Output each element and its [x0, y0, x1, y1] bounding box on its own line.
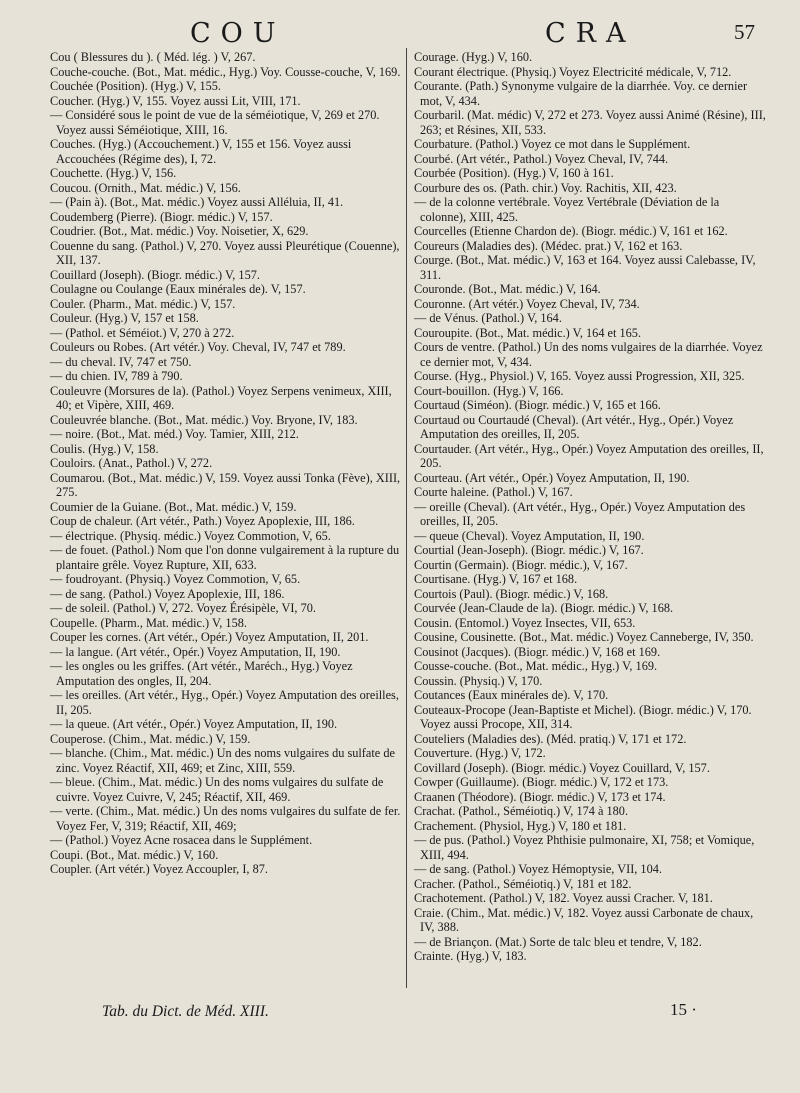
index-entry: Couche-couche. (Bot., Mat. médic., Hyg.) Voy. Cousse-couche, V, 169. — [50, 64, 401, 79]
index-entry: Cowper (Guillaume). (Biogr. médic.) V, 172 et 173. — [414, 775, 669, 789]
index-entry: — de fouet. (Pathol.) Nom que l'on donne vulgairement à la rupture du plantaire grêle. Voyez Rupture, XII, 633. — [50, 543, 400, 572]
index-entry: — foudroyant. (Physiq.) Voyez Commotion, V, 65. — [50, 572, 301, 586]
index-entry: Cracher. (Pathol., Séméiotiq.) V, 181 et 182. — [414, 876, 632, 891]
index-entry: — les oreilles. (Art vétér., Hyg., Opér.) Voyez Amputation des oreilles, II, 205. — [50, 688, 399, 717]
index-entry: Coupler. (Art vétér.) Voyez Accoupler, I, 87. — [50, 862, 268, 876]
index-entry: — (Pain à). (Bot., Mat. médic.) Voyez aussi Alléluia, II, 41. — [50, 195, 344, 209]
index-entry: Courteau. (Art vétér., Opér.) Voyez Amputation, II, 190. — [414, 470, 690, 485]
index-entry: Courtisane. (Hyg.) V, 167 et 168. — [414, 572, 578, 586]
index-entry: Couloirs. (Anat., Pathol.) V, 272. — [50, 456, 213, 470]
index-entry: Couper les cornes. (Art vétér., Opér.) Voyez Amputation, II, 201. — [50, 630, 369, 644]
index-entry: Courvée (Jean-Claude de la). (Biogr. médic.) V, 168. — [414, 601, 674, 615]
index-entry: Couperose. (Chim., Mat. médic.) V, 159. — [50, 731, 251, 746]
right-column — [414, 50, 768, 964]
index-entry: — (Pathol. et Séméiot.) V, 270 à 272. — [50, 325, 235, 340]
index-entry: Crachement. (Physiol, Hyg.) V, 180 et 181. — [414, 818, 627, 833]
index-entry: Cousinot (Jacques). (Biogr. médic.) V, 168 et 169. — [414, 644, 661, 659]
index-entry: Coucou. (Ornith., Mat. médic.) V, 156. — [50, 180, 241, 195]
index-entry: — de sang. (Pathol.) Voyez Hémoptysie, VII, 104. — [414, 862, 662, 876]
index-entry: Courbaril. (Mat. médic) V, 272 et 273. Voyez aussi Animé (Résine), III, 263; et Résines, XII, 533. — [414, 108, 766, 137]
index-entry: Crainte. (Hyg.) V, 183. — [414, 949, 527, 963]
index-entry: — la langue. (Art vétér., Opér.) Voyez Amputation, II, 190. — [50, 644, 341, 659]
index-entry: Couteliers (Maladies des). (Méd. pratiq.) V, 171 et 172. — [414, 731, 687, 746]
index-entry: Coulis. (Hyg.) V, 158. — [50, 441, 159, 456]
index-entry: Cousine, Cousinette. (Bot., Mat. médic.) Voyez Canneberge, IV, 350. — [414, 630, 754, 644]
index-entry: Courtauder. (Art vétér., Hyg., Opér.) Voyez Amputation des oreilles, II, 205. — [414, 441, 764, 470]
index-entry: — la queue. (Art vétér., Opér.) Voyez Amputation, II, 190. — [50, 717, 338, 731]
index-entry: — de la colonne vertébrale. Voyez Vertébrale (Déviation de la colonne), XIII, 425. — [414, 195, 720, 224]
index-entry: — de soleil. (Pathol.) V, 272. Voyez Érésipèle, VI, 70. — [50, 601, 316, 615]
index-entry: Courage. (Hyg.) V, 160. — [414, 50, 533, 64]
index-entry: Couronde. (Bot., Mat. médic.) V, 164. — [414, 282, 601, 296]
index-entry: Cou ( Blessures du ). ( Méd. lég. ) V, 267. — [50, 50, 256, 64]
index-entry: — du chien. IV, 789 à 790. — [50, 369, 183, 383]
index-entry: Coudemberg (Pierre). (Biogr. médic.) V, 157. — [50, 209, 273, 224]
column-divider — [406, 48, 407, 988]
index-entry: Courtaud (Siméon). (Biogr. médic.) V, 165 et 166. — [414, 398, 661, 412]
index-entry: Couronne. (Art vétér.) Voyez Cheval, IV, 734. — [414, 296, 640, 311]
index-entry: Court-bouillon. (Hyg.) V, 166. — [414, 383, 564, 398]
index-entry: Coupelle. (Pharm., Mat. médic.) V, 158. — [50, 615, 247, 630]
index-entry: — noire. (Bot., Mat. méd.) Voy. Tamier, XIII, 212. — [50, 427, 299, 441]
index-entry: — oreille (Cheval). (Art vétér., Hyg., Opér.) Voyez Amputation des oreilles, II, 205. — [414, 499, 746, 528]
index-entry: Couleurs ou Robes. (Art vétér.) Voy. Cheval, IV, 747 et 789. — [50, 340, 346, 354]
index-entry: Couleur. (Hyg.) V, 157 et 158. — [50, 311, 199, 325]
index-entry: Coupi. (Bot., Mat. médic.) V, 160. — [50, 847, 219, 862]
running-head-right: CRA — [545, 18, 636, 49]
index-entry: Coucher. (Hyg.) V, 155. Voyez aussi Lit, VIII, 171. — [50, 93, 301, 108]
index-entry: Coulagne ou Coulange (Eaux minérales de). V, 157. — [50, 282, 306, 296]
index-entry: — les ongles ou les griffes. (Art vétér., Maréch., Hyg.) Voyez Amputation des ongles, II, 204. — [50, 659, 353, 688]
left-column — [50, 50, 404, 877]
index-entry: Courbure des os. (Path. chir.) Voy. Rachitis, XII, 423. — [414, 180, 677, 195]
index-entry: Couches. (Hyg.) (Accouchement.) V, 155 et 156. Voyez aussi Accouchées (Régime des), I, 72. — [50, 137, 352, 166]
index-entry: Courcelles (Etienne Chardon de). (Biogr. médic.) V, 161 et 162. — [414, 224, 728, 238]
footer-signature: Tab. du Dict. de Méd. XIII. — [102, 1003, 269, 1020]
index-entry: Craanen (Théodore). (Biogr. médic.) V, 173 et 174. — [414, 789, 666, 804]
index-entry: Craie. (Chim., Mat. médic.) V, 182. Voyez aussi Carbonate de chaux, IV, 388. — [414, 905, 754, 934]
index-entry: — blanche. (Chim., Mat. médic.) Un des noms vulgaires du sulfate de zinc. Voyez Réactif, XII, 469; et Zinc, XIII, 559. — [50, 746, 395, 775]
index-entry: — bleue. (Chim., Mat. médic.) Un des noms vulgaires du sulfate de cuivre. Voyez Cuivre, V, 245; Réactif, XII, 469. — [50, 775, 384, 804]
index-entry: Courtaud ou Courtaudé (Cheval). (Art vétér., Hyg., Opér.) Voyez Amputation des oreilles, II, 205. — [414, 412, 734, 441]
index-entry: Couchée (Position). (Hyg.) V, 155. — [50, 79, 222, 93]
index-entry: Crachotement. (Pathol.) V, 182. Voyez aussi Cracher. V, 181. — [414, 891, 713, 905]
index-entry: — (Pathol.) Voyez Acne rosacea dans le Supplément. — [50, 833, 313, 847]
footer-sheet-number: 15 · — [670, 1000, 697, 1019]
index-entry: Covillard (Joseph). (Biogr. médic.) Voyez Couillard, V, 157. — [414, 760, 710, 775]
index-entry: Courtin (Germain). (Biogr. médic.), V, 167. — [414, 557, 628, 572]
index-entry: — de Vénus. (Pathol.) V, 164. — [414, 311, 562, 325]
index-entry: Coudrier. (Bot., Mat. médic.) Voy. Noisetier, X, 629. — [50, 224, 309, 238]
index-entry: Cours de ventre. (Pathol.) Un des noms vulgaires de la diarrhée. Voyez ce dernier mot, V, 434. — [414, 340, 763, 369]
index-entry: Coumarou. (Bot., Mat. médic.) V, 159. Voyez aussi Tonka (Fève), XIII, 275. — [50, 470, 401, 499]
index-entry: Courante. (Path.) Synonyme vulgaire de la diarrhée. Voy. ce dernier mot, V, 434. — [414, 79, 748, 108]
index-entry: Couenne du sang. (Pathol.) V, 270. Voyez aussi Pleurétique (Couenne), XII, 137. — [50, 238, 400, 267]
index-entry: — verte. (Chim., Mat. médic.) Un des noms vulgaires du sulfate de fer. Voyez Fer, V, 319; Réactif, XII, 469; — [50, 804, 401, 833]
index-entry: Coussin. (Physiq.) V, 170. — [414, 673, 543, 688]
index-entry: Couleuvre (Morsures de la). (Pathol.) Voyez Serpens venimeux, XIII, 40; et Vipère, XIII, 469. — [50, 383, 392, 412]
index-entry: Couroupite. (Bot., Mat. médic.) V, 164 et 165. — [414, 325, 642, 340]
index-entry: — Considéré sous le point de vue de la séméiotique, V, 269 et 270. Voyez aussi Séméiotique, XIII, 16. — [50, 108, 380, 137]
index-entry: Coureurs (Maladies des). (Médec. prat.) V, 162 et 163. — [414, 238, 683, 253]
index-entry: Courtial (Jean-Joseph). (Biogr. médic.) V, 167. — [414, 543, 644, 557]
index-entry: Crachat. (Pathol., Séméiotiq.) V, 174 à 180. — [414, 804, 629, 818]
index-entry: — de pus. (Pathol.) Voyez Phthisie pulmonaire, XI, 758; et Vomique, XIII, 494. — [414, 833, 755, 862]
index-entry: — électrique. (Physiq. médic.) Voyez Commotion, V, 65. — [50, 528, 331, 543]
index-entry: — du cheval. IV, 747 et 750. — [50, 354, 192, 369]
index-entry: Cousse-couche. (Bot., Mat. médic., Hyg.) V, 169. — [414, 659, 658, 673]
index-entry: Courbé. (Art vétér., Pathol.) Voyez Cheval, IV, 744. — [414, 151, 669, 166]
index-entry: Couchette. (Hyg.) V, 156. — [50, 166, 177, 180]
running-head-left: COU — [190, 18, 286, 49]
index-entry: Courge. (Bot., Mat. médic.) V, 163 et 164. Voyez aussi Calebasse, IV, 311. — [414, 253, 756, 282]
index-entry: — de sang. (Pathol.) Voyez Apoplexie, III, 186. — [50, 586, 285, 601]
index-entry: Courtois (Paul). (Biogr. médic.) V, 168. — [414, 586, 609, 601]
index-entry: Couleuvrée blanche. (Bot., Mat. médic.) Voy. Bryone, IV, 183. — [50, 412, 358, 427]
index-entry: Couverture. (Hyg.) V, 172. — [414, 746, 546, 760]
index-entry: Courbature. (Pathol.) Voyez ce mot dans le Supplément. — [414, 137, 691, 151]
index-entry: Couler. (Pharm., Mat. médic.) V, 157. — [50, 296, 236, 311]
index-entry: Courbée (Position). (Hyg.) V, 160 à 161. — [414, 166, 614, 180]
index-entry: — de Briançon. (Mat.) Sorte de talc bleu et tendre, V, 182. — [414, 934, 702, 949]
index-entry: Coutances (Eaux minérales de). V, 170. — [414, 688, 609, 702]
index-entry: Couillard (Joseph). (Biogr. médic.) V, 157. — [50, 267, 260, 282]
index-entry: Coumier de la Guiane. (Bot., Mat. médic.) V, 159. — [50, 499, 297, 514]
page-number: 57 — [734, 20, 755, 44]
index-entry: Cousin. (Entomol.) Voyez Insectes, VII, 653. — [414, 615, 636, 630]
index-entry: Courant électrique. (Physiq.) Voyez Electricité médicale, V, 712. — [414, 64, 732, 79]
index-entry: Courte haleine. (Pathol.) V, 167. — [414, 485, 573, 499]
index-entry: Coup de chaleur. (Art vétér., Path.) Voyez Apoplexie, III, 186. — [50, 514, 355, 528]
index-entry: Couteaux-Procope (Jean-Baptiste et Michel). (Biogr. médic.) V, 170. Voyez aussi Procope, XII, 314. — [414, 702, 752, 731]
index-entry: Course. (Hyg., Physiol.) V, 165. Voyez aussi Progression, XII, 325. — [414, 369, 745, 383]
index-entry: — queue (Cheval). Voyez Amputation, II, 190. — [414, 528, 645, 543]
